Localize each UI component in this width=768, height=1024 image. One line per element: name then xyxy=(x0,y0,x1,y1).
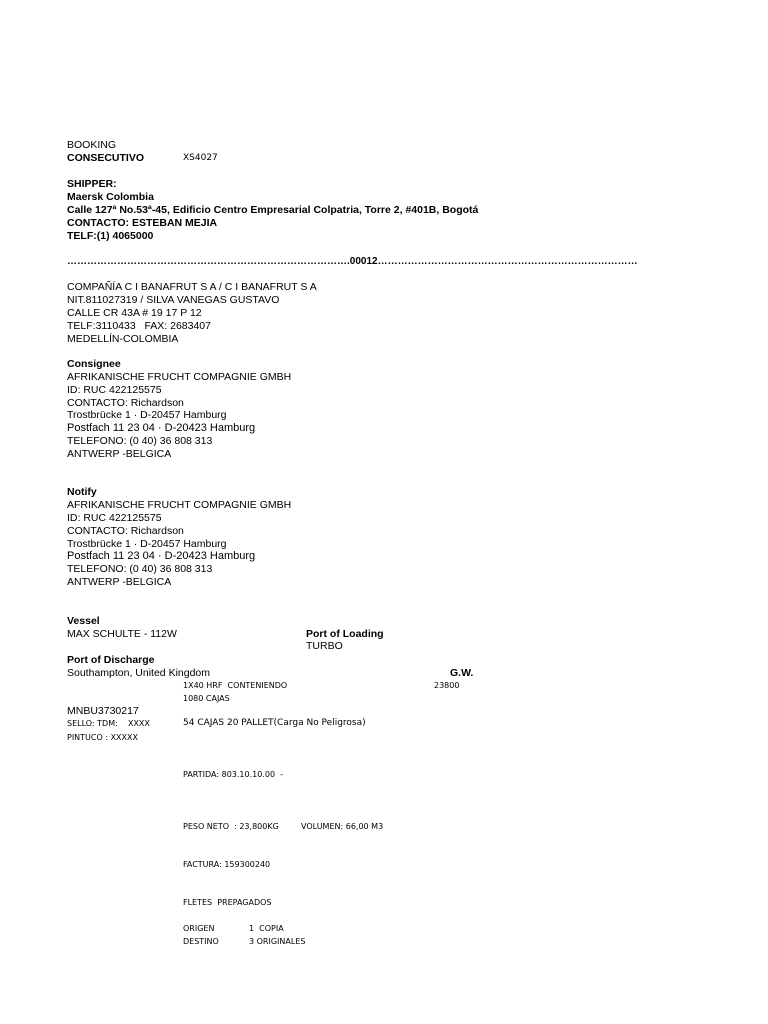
origen-label: ORIGEN xyxy=(183,924,215,933)
notify-name: AFRIKANISCHE FRUCHT COMPAGNIE GMBH xyxy=(67,499,292,511)
shipper-contact: CONTACTO: ESTEBAN MEJIA xyxy=(67,217,218,229)
peso-neto: PESO NETO : 23,800KG xyxy=(183,822,279,831)
notify-address-2: Postfach 11 23 04 · D-20423 Hamburg xyxy=(67,550,256,562)
partida: PARTIDA: 803.10.10.00 - xyxy=(183,770,284,779)
destino-value: 3 ORIGINALES xyxy=(249,937,306,946)
consignee-address-1: Trostbrücke 1 · D-20457 Hamburg xyxy=(67,409,227,421)
consignee-phone: TELEFONO: (0 40) 36 808 313 xyxy=(67,435,213,447)
exporter-name: COMPAÑÍA C I BANAFRUT S A / C I BANAFRUT S A xyxy=(67,281,317,293)
consignee-id: ID: RUC 422125575 xyxy=(67,384,162,396)
consecutivo-label: CONSECUTIVO xyxy=(67,152,145,164)
exporter-address: CALLE CR 43A # 19 17 P 12 xyxy=(67,307,202,319)
factura: FACTURA: 159300240 xyxy=(183,860,271,869)
gw-value: 23800 xyxy=(434,681,460,690)
exporter-city: MEDELLÍN-COLOMBIA xyxy=(67,333,179,345)
port-of-loading-label: Port of Loading xyxy=(306,628,384,640)
consignee-contact: CONTACTO: Richardson xyxy=(67,397,184,409)
vessel-label: Vessel xyxy=(67,615,100,627)
shipper-label: SHIPPER: xyxy=(67,178,117,190)
separator-line: ………………………………………………………………………….00012…………………………………………………………………… xyxy=(67,257,638,267)
exporter-nit: NIT.811027319 / SILVA VANEGAS GUSTAVO xyxy=(67,294,280,306)
notify-phone: TELEFONO: (0 40) 36 808 313 xyxy=(67,563,213,575)
shipper-phone: TELF:(1) 4065000 xyxy=(67,230,154,242)
notify-city: ANTWERP -BELGICA xyxy=(67,576,172,588)
consecutivo-value: XS4027 xyxy=(183,153,218,163)
origen-value: 1 COPIA xyxy=(249,924,284,933)
vessel-value: MAX SCHULTE - 112W xyxy=(67,628,177,640)
notify-label: Notify xyxy=(67,486,97,498)
port-of-loading-value: TURBO xyxy=(306,640,343,652)
booking-heading: BOOKING xyxy=(67,139,117,151)
consignee-city: ANTWERP -BELGICA xyxy=(67,448,172,460)
cargo-line-2: 1080 CAJAS xyxy=(183,694,230,703)
notify-address-1: Trostbrücke 1 · D-20457 Hamburg xyxy=(67,538,227,550)
gw-label: G.W. xyxy=(450,667,474,679)
destino-label: DESTINO xyxy=(183,937,219,946)
notify-id: ID: RUC 422125575 xyxy=(67,512,162,524)
container-number: MNBU3730217 xyxy=(67,705,139,717)
port-of-discharge-label: Port of Discharge xyxy=(67,654,155,666)
exporter-phone: TELF:3110433 FAX: 2683407 xyxy=(67,320,211,332)
sello: SELLO: TDM: XXXX xyxy=(67,719,150,728)
shipper-name: Maersk Colombia xyxy=(67,191,154,203)
cargo-description: 54 CAJAS 20 PALLET(Carga No Peligrosa) xyxy=(183,718,366,728)
volumen: VOLUMEN: 66,00 M3 xyxy=(301,822,384,831)
consignee-address-2: Postfach 11 23 04 · D-20423 Hamburg xyxy=(67,422,256,434)
pintuco: PINTUCO : XXXXX xyxy=(67,733,138,742)
port-of-discharge-value: Southampton, United Kingdom xyxy=(67,667,211,679)
consignee-name: AFRIKANISCHE FRUCHT COMPAGNIE GMBH xyxy=(67,371,292,383)
fletes: FLETES PREPAGADOS xyxy=(183,898,272,907)
cargo-line-1: 1X40 HRF CONTENIENDO xyxy=(183,681,288,690)
consignee-label: Consignee xyxy=(67,358,121,370)
notify-contact: CONTACTO: Richardson xyxy=(67,525,184,537)
shipper-address: Calle 127ª No.53ª-45, Edificio Centro Empresarial Colpatria, Torre 2, #401B, Bogotá xyxy=(67,204,479,216)
